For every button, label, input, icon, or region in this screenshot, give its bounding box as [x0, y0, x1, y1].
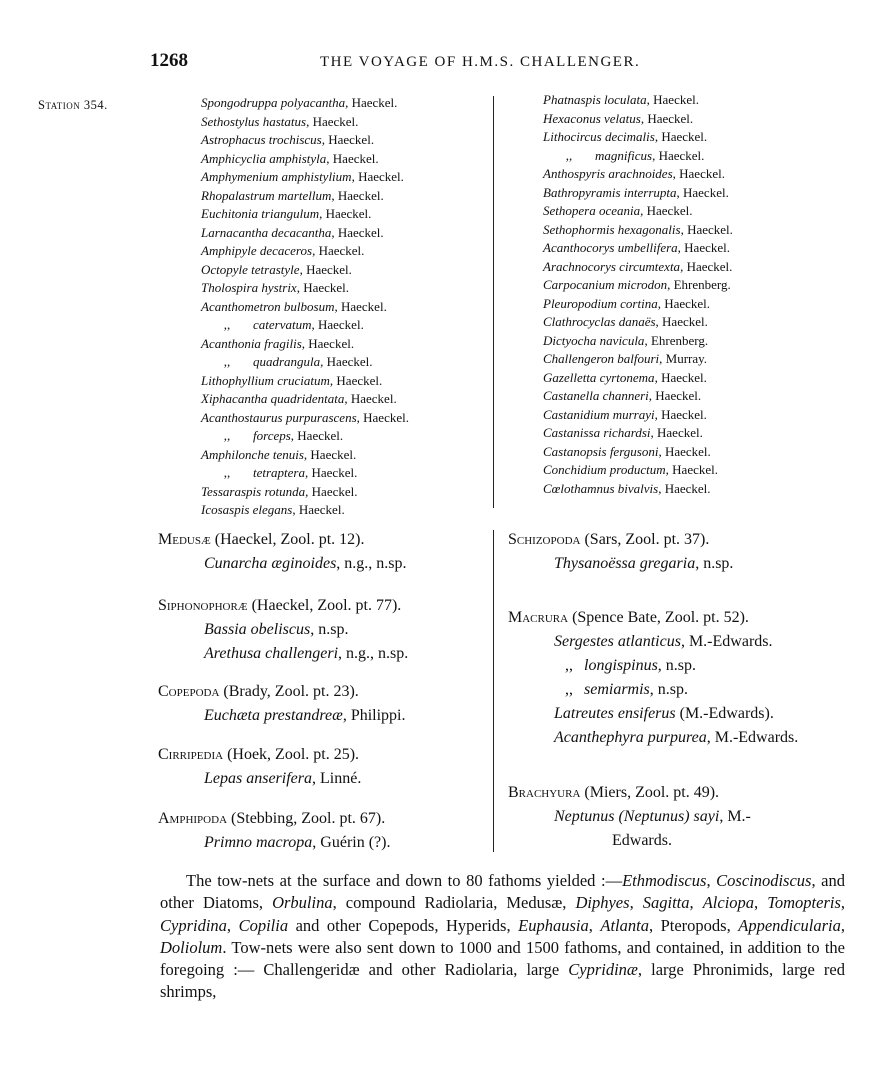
species-name: Hexaconus velatus — [543, 110, 641, 126]
text-run: , — [588, 915, 601, 935]
species-entry — [201, 131, 409, 150]
species-authority: , n.g., n.sp. — [338, 645, 409, 662]
species-entry — [201, 94, 409, 113]
species-authority: , Haeckel. — [676, 184, 729, 200]
italic-term: Diphyes — [575, 893, 630, 913]
species-authority: , Haeckel. — [655, 314, 708, 329]
species-authority: , Haeckel. — [658, 443, 711, 459]
group-heading — [508, 780, 751, 805]
italic-term: Orbulina — [272, 893, 333, 913]
species-authority: , Haeckel. — [344, 391, 397, 406]
species-authority: , Haeckel. — [305, 483, 358, 499]
species-entry — [201, 261, 409, 280]
group-reference: (Brady, Zool. pt. 23). — [219, 683, 359, 700]
species-entry — [543, 313, 733, 332]
species-entry — [543, 276, 733, 295]
species-name: Thysanoëssa gregaria — [554, 555, 696, 572]
species-name: Arethusa challengeri — [204, 645, 339, 662]
species-name: Acanthephyra purpurea — [554, 729, 707, 746]
italic-term: Euphausia — [518, 915, 589, 935]
species-name: Pleuropodium cortina — [543, 295, 658, 311]
species-name: Amphymenium amphistylium — [201, 169, 352, 184]
species-authority: , M.-Edwards. — [706, 729, 799, 746]
species-name: Phatnaspis loculata — [543, 92, 647, 107]
italic-term: Tomopteris — [767, 893, 841, 913]
species-authority: , M.- — [719, 808, 751, 825]
group-schizopoda — [508, 527, 733, 576]
text-run: , large Phronimids, large red shrimps, — [160, 960, 845, 1002]
species-authority: , Haeckel. — [356, 409, 409, 425]
species-entry — [201, 372, 409, 391]
species-entry — [201, 409, 409, 428]
species-authority: , Haeckel. — [351, 169, 404, 184]
species-authority: , Haeckel. — [301, 335, 355, 351]
species-authority: , Haeckel. — [311, 317, 364, 332]
text-run: and other Copepods, Hyperids, — [288, 915, 519, 935]
species-entry — [201, 446, 409, 465]
species-name: Astrophacus trochiscus — [201, 132, 322, 147]
species-name: Tessaraspis rotunda — [201, 483, 306, 499]
species-entry — [543, 202, 733, 221]
species-authority: , Haeckel. — [345, 95, 398, 110]
species-authority: , Haeckel. — [331, 224, 384, 240]
species-entry — [201, 150, 409, 169]
species-authority: , Haeckel. — [334, 298, 387, 314]
group-species-entry — [158, 552, 407, 576]
species-authority: , n.sp. — [695, 555, 734, 572]
group-reference: (Spence Bate, Zool. pt. 52). — [568, 609, 749, 626]
text-run: The tow-nets at the surface and down to 80 fathoms yielded :— — [186, 871, 623, 890]
group-heading — [158, 527, 407, 552]
italic-term: Cypridinæ — [568, 960, 638, 980]
text-run: , and other Diatoms, — [160, 871, 846, 913]
species-name: Castanella channeri — [543, 388, 649, 403]
species-name: Euchitonia triangulum — [201, 206, 320, 221]
species-name: Latreutes ensiferus — [554, 705, 676, 722]
group-species-entry — [158, 831, 390, 855]
group-species-entry — [508, 654, 798, 678]
species-name: Castanidium murrayi — [543, 406, 655, 422]
species-entry — [543, 480, 733, 499]
group-name: Medusæ — [158, 531, 211, 548]
text-run: , — [226, 915, 239, 935]
group-name: Copepoda — [158, 683, 220, 700]
species-entry — [201, 298, 409, 317]
ditto-mark: ,, — [565, 657, 573, 674]
species-entry — [201, 353, 409, 372]
group-name: Amphipoda — [158, 810, 228, 827]
group-species-entry — [508, 702, 798, 726]
column-divider-bottom — [493, 530, 494, 852]
species-name: semiarmis — [584, 681, 650, 698]
species-authority: , Haeckel. — [303, 446, 357, 462]
species-name: magnificus — [595, 147, 653, 163]
text-run: , — [754, 893, 768, 913]
ditto-mark: ,, — [565, 147, 573, 163]
species-name: Acanthocorys umbellifera — [543, 240, 678, 255]
species-name: Challengeron balfouri — [543, 351, 660, 366]
species-entry — [543, 221, 733, 240]
species-name: Bassia obeliscus — [204, 621, 311, 638]
species-entry — [201, 224, 409, 243]
column-divider-top — [493, 96, 494, 508]
species-authority: , n.sp. — [649, 681, 689, 698]
species-name: Acanthometron bulbosum — [201, 298, 335, 314]
species-entry — [201, 390, 409, 409]
species-name: tetraptera — [253, 465, 305, 480]
text-run: , compound Radiolaria, Medusæ, — [332, 893, 576, 913]
species-authority: , Murray. — [659, 351, 708, 366]
species-authority: , Haeckel. — [677, 240, 731, 255]
species-authority: , Haeckel. — [321, 132, 375, 147]
species-authority: , Haeckel. — [680, 221, 733, 237]
species-entry — [543, 461, 733, 480]
station-label: Station 354. — [38, 98, 108, 112]
species-name: Tholospira hystrix — [201, 280, 297, 295]
species-name: Gazelletta cyrtonema — [543, 369, 655, 385]
species-authority: , n.sp. — [657, 657, 697, 674]
species-entry — [201, 464, 409, 483]
group-name: Siphonophoræ — [158, 597, 248, 614]
species-authority: , Haeckel. — [658, 480, 711, 496]
species-name: Cœlothamnus bivalvis — [543, 480, 659, 496]
italic-term: Cypridina — [160, 915, 227, 935]
species-entry — [201, 113, 409, 132]
species-authority: , Guérin (?). — [312, 834, 391, 851]
species-authority: , Ehrenberg. — [667, 277, 731, 292]
species-entry — [543, 110, 733, 129]
species-name: Bathropyramis interrupta — [543, 184, 677, 200]
group-species-entry — [158, 642, 408, 666]
species-authority: , n.g., n.sp. — [336, 555, 407, 572]
species-name: catervatum — [253, 317, 312, 332]
species-authority: , n.sp. — [310, 621, 349, 638]
species-name: Euchæta prestandreæ — [204, 707, 343, 724]
group-species-entry — [508, 630, 798, 654]
species-name: Arachnocorys circumtexta — [543, 258, 681, 274]
species-name: Octopyle tetrastyle — [201, 261, 300, 277]
species-name: Dictyocha navicula — [543, 332, 645, 348]
group-heading — [508, 527, 733, 552]
species-name: Amphilonche tenuis — [201, 446, 304, 462]
species-name: Primno macropa — [204, 834, 313, 851]
species-authority: , Haeckel. — [329, 372, 383, 388]
text-run: , — [840, 893, 846, 913]
species-entry — [201, 483, 409, 502]
italic-term: Sagitta — [642, 893, 690, 913]
group-species-entry — [508, 805, 751, 829]
species-entry — [543, 258, 733, 277]
species-authority: , Haeckel. — [672, 166, 725, 181]
species-authority: , Haeckel. — [646, 92, 699, 107]
ditto-mark: ,, — [223, 428, 231, 443]
species-authority: , Haeckel. — [326, 150, 379, 166]
group-heading — [158, 593, 408, 618]
group-reference: (Stebbing, Zool. pt. 67). — [227, 810, 386, 827]
italic-term: Coscinodiscus — [716, 871, 812, 890]
species-name: Clathrocyclas danaës — [543, 314, 656, 329]
group-name: Brachyura — [508, 784, 581, 801]
group-species-entry — [508, 829, 751, 853]
italic-term: Copilia — [238, 915, 289, 935]
text-run: , Pteropods, — [648, 915, 739, 935]
group-name: Macrura — [508, 609, 569, 626]
italic-term: Doliolum — [160, 937, 223, 957]
species-name: Acanthostaurus purpurascens — [201, 409, 357, 425]
species-entry — [201, 205, 409, 224]
species-authority: , Haeckel. — [654, 369, 707, 385]
italic-term: Alciopa — [702, 893, 755, 913]
species-authority: , Haeckel. — [640, 203, 693, 218]
species-authority: , Haeckel. — [654, 129, 708, 144]
radiolaria-list-left — [201, 94, 409, 520]
species-authority: , Haeckel. — [648, 388, 702, 403]
species-authority: , Linné. — [312, 770, 362, 787]
species-name: Cunarcha æginoides — [204, 555, 337, 572]
group-copepoda — [158, 679, 406, 728]
species-name: Castanissa richardsi — [543, 425, 651, 440]
species-authority: , M.-Edwards. — [680, 633, 773, 650]
species-entry — [543, 332, 733, 351]
species-entry — [201, 187, 409, 206]
species-entry — [201, 242, 409, 261]
group-heading — [158, 679, 406, 704]
group-medusae — [158, 527, 407, 576]
species-entry — [543, 91, 733, 110]
species-name: Lithocircus decimalis — [543, 129, 655, 144]
species-authority: , Haeckel. — [331, 187, 384, 203]
species-entry — [543, 387, 733, 406]
species-entry — [201, 168, 409, 187]
group-reference: (Haeckel, Zool. pt. 77). — [247, 597, 402, 614]
species-entry — [201, 501, 409, 520]
page-number: 1268 — [150, 50, 188, 71]
species-entry — [543, 369, 733, 388]
species-name: Sergestes atlanticus — [554, 633, 681, 650]
species-authority: , Haeckel. — [650, 425, 703, 440]
group-heading — [158, 806, 390, 831]
species-authority: , Philippi. — [342, 707, 406, 724]
species-name: Amphipyle decaceros — [201, 243, 313, 258]
species-name: Conchidium productum — [543, 462, 666, 477]
group-amphipoda — [158, 806, 390, 855]
species-name: Sethostylus hastatus — [201, 113, 307, 129]
species-entry — [543, 239, 733, 258]
species-name: Rhopalastrum martellum — [201, 187, 332, 203]
species-name: Castanopsis fergusoni — [543, 443, 659, 459]
group-macrura — [508, 605, 798, 750]
group-reference: (Sars, Zool. pt. 37). — [580, 531, 710, 548]
species-entry — [543, 165, 733, 184]
species-name: Sethopera oceania — [543, 203, 641, 218]
species-authority: , Ehrenberg. — [644, 332, 709, 348]
ditto-mark: ,, — [565, 681, 573, 698]
species-authority: , Haeckel. — [320, 354, 373, 369]
species-authority: , Haeckel. — [657, 295, 711, 311]
running-title: THE VOYAGE OF H.M.S. CHALLENGER. — [320, 54, 641, 70]
species-authority: (M.-Edwards). — [675, 705, 774, 722]
species-authority: Edwards. — [612, 832, 672, 849]
body-paragraph — [160, 870, 845, 1004]
species-authority: , Haeckel. — [292, 502, 345, 517]
group-name: Schizopoda — [508, 531, 581, 548]
species-name: Neptunus (Neptunus) sayi — [554, 808, 720, 825]
species-authority: , Haeckel. — [665, 462, 718, 477]
italic-term: Atlanta — [600, 915, 649, 935]
species-entry — [201, 279, 409, 298]
text-run: , — [689, 893, 703, 913]
species-entry — [543, 350, 733, 369]
text-run: . Tow-nets were also sent down to 1000 and 1500 fathoms, and contained, in addition to the foregoing :— Challengeridæ and other Radiolaria, large — [160, 937, 845, 980]
species-name: Acanthonia fragilis — [201, 335, 302, 351]
group-brachyura — [508, 780, 751, 853]
species-name: forceps — [253, 428, 291, 443]
ditto-mark: ,, — [223, 317, 231, 332]
text-run: , — [840, 915, 846, 935]
species-name: longispinus — [584, 657, 658, 674]
species-authority: , Haeckel. — [305, 465, 358, 480]
group-cirripedia — [158, 742, 361, 791]
species-name: Anthospyris arachnoides — [543, 166, 673, 181]
species-authority: , Haeckel. — [680, 258, 733, 274]
italic-term: Appendicularia — [738, 915, 841, 935]
species-name: Icosaspis elegans — [201, 502, 293, 517]
species-entry — [543, 147, 733, 166]
group-reference: (Miers, Zool. pt. 49). — [580, 784, 720, 801]
species-authority: , Haeckel. — [640, 110, 694, 126]
species-authority: , Haeckel. — [306, 113, 359, 129]
text-run: , — [629, 893, 643, 913]
radiolaria-list-right — [543, 91, 733, 498]
species-name: Lepas anserifera — [204, 770, 312, 787]
species-name: Lithophyllium cruciatum — [201, 372, 330, 388]
group-species-entry — [508, 552, 733, 576]
species-name: Larnacantha decacantha — [201, 224, 332, 240]
species-entry — [201, 316, 409, 335]
species-entry — [543, 406, 733, 425]
species-name: quadrangula — [253, 354, 321, 369]
group-species-entry — [158, 704, 406, 728]
group-reference: (Haeckel, Zool. pt. 12). — [210, 531, 365, 548]
species-entry — [543, 295, 733, 314]
species-name: Xiphacantha quadridentata — [201, 391, 345, 406]
species-authority: , Haeckel. — [312, 243, 365, 258]
ditto-mark: ,, — [223, 465, 231, 480]
group-species-entry — [508, 726, 798, 750]
species-name: Amphicyclia amphistyla — [201, 150, 327, 166]
group-species-entry — [508, 678, 798, 702]
group-reference: (Hoek, Zool. pt. 25). — [223, 746, 360, 763]
species-entry — [543, 443, 733, 462]
group-heading — [158, 742, 361, 767]
species-name: Sethophormis hexagonalis — [543, 221, 681, 237]
group-species-entry — [158, 767, 361, 791]
text-run: , — [706, 871, 717, 890]
group-name: Cirripedia — [158, 746, 224, 763]
species-entry — [543, 128, 733, 147]
paragraph-text — [160, 870, 845, 1004]
species-entry — [201, 335, 409, 354]
species-authority: , Haeckel. — [652, 147, 705, 163]
ditto-mark: ,, — [223, 354, 231, 369]
group-heading — [508, 605, 798, 630]
species-entry — [543, 424, 733, 443]
species-authority: , Haeckel. — [654, 406, 707, 422]
species-name: Spongodruppa polyacantha — [201, 95, 346, 110]
species-authority: , Haeckel. — [296, 280, 350, 295]
italic-term: Ethmodiscus — [622, 871, 707, 890]
group-species-entry — [158, 618, 408, 642]
species-authority: , Haeckel. — [299, 261, 352, 277]
species-name: Carpocanium microdon — [543, 277, 668, 292]
species-entry — [543, 184, 733, 203]
species-entry — [201, 427, 409, 446]
species-authority: , Haeckel. — [290, 428, 344, 443]
group-siphonophorae — [158, 593, 408, 666]
species-authority: , Haeckel. — [319, 206, 372, 221]
